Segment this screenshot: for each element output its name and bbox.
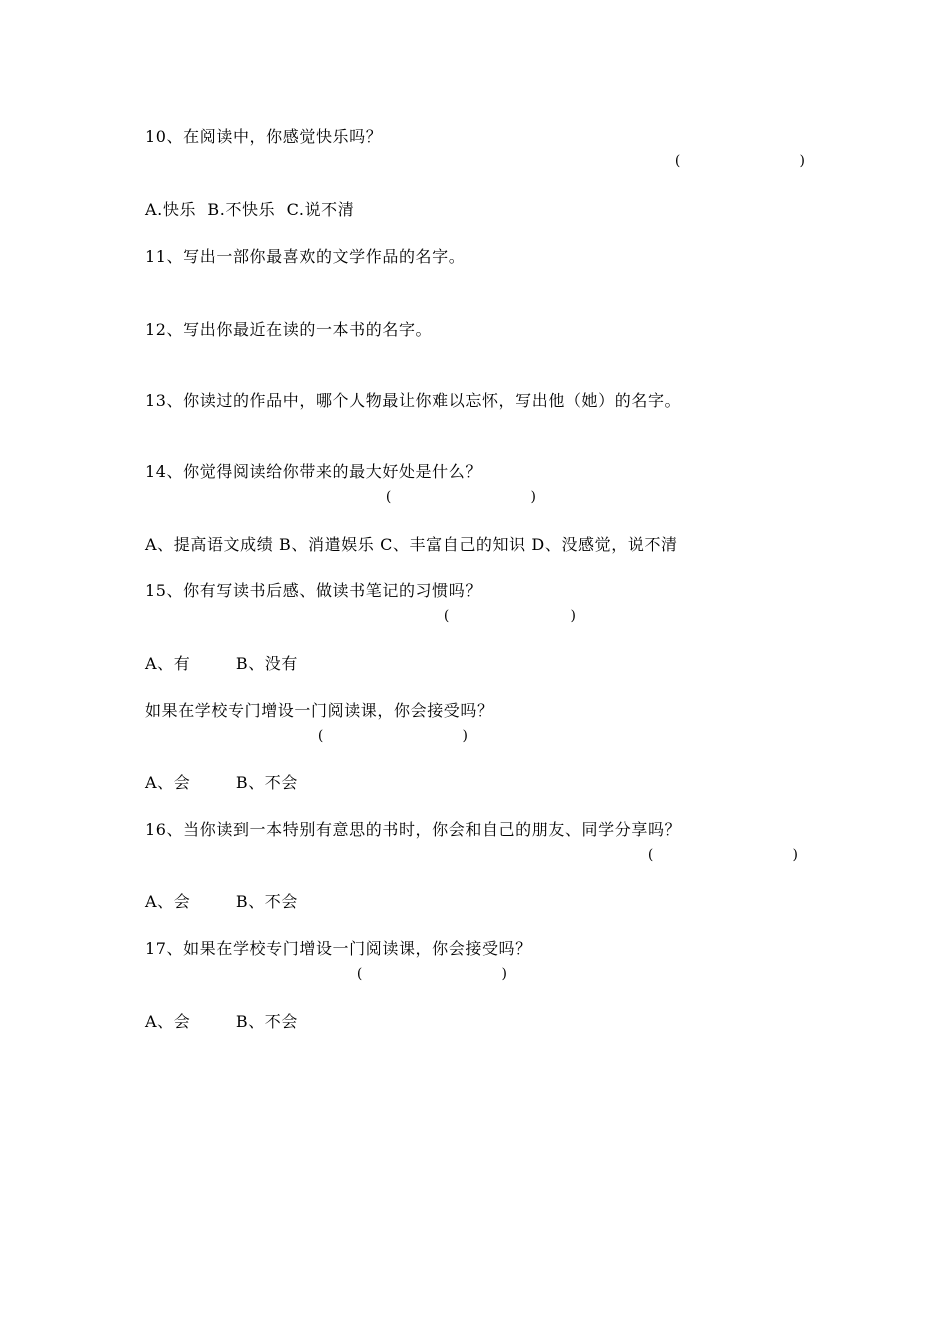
- question-unnumbered-text: 如果在学校专门增设一门阅读课，你会接受吗？: [145, 701, 494, 720]
- left-paren: (: [385, 489, 392, 505]
- left-paren: (: [674, 153, 681, 169]
- question-unnumbered-options: A、会 B、不会: [145, 773, 299, 792]
- question-15-options: A、有 B、没有: [145, 654, 299, 673]
- right-paren: ): [792, 847, 798, 863]
- question-14-text: 14、你觉得阅读给你带来的最大好处是什么？: [145, 462, 482, 481]
- question-17-options: A、会 B、不会: [145, 1012, 299, 1031]
- right-paren: ): [501, 966, 507, 982]
- question-10-options: A.快乐 B.不快乐 C.说不清: [145, 200, 355, 219]
- question-12-text: 12、写出你最近在读的一本书的名字。: [145, 320, 433, 339]
- question-11-text: 11、写出一部你最喜欢的文学作品的名字。: [145, 247, 466, 266]
- question-10-answer-blank[interactable]: [657, 151, 805, 231]
- question-13-text: 13、你读过的作品中，哪个人物最让你难以忘怀，写出他（她）的名字。: [145, 391, 682, 410]
- question-17-text: 17、如果在学校专门增设一门阅读课，你会接受吗？: [145, 939, 532, 958]
- right-paren: ): [530, 489, 536, 505]
- question-17-answer-blank[interactable]: [339, 964, 507, 1044]
- question-15-answer-blank[interactable]: [426, 606, 576, 686]
- left-paren: (: [317, 728, 324, 744]
- left-paren: (: [443, 608, 450, 624]
- question-14-options: A、提高语文成绩 B、消遣娱乐 C、丰富自己的知识 D、没感觉，说不清: [145, 535, 678, 554]
- question-15-text: 15、你有写读书后感、做读书笔记的习惯吗？: [145, 581, 482, 600]
- question-10-text: 10、在阅读中，你感觉快乐吗？: [145, 127, 383, 146]
- question-16-options: A、会 B、不会: [145, 892, 299, 911]
- question-16-answer-blank[interactable]: [630, 845, 798, 925]
- right-paren: ): [570, 608, 576, 624]
- question-16-text: 16、当你读到一本特别有意思的书时，你会和自己的朋友、同学分享吗？: [145, 820, 682, 839]
- right-paren: ): [799, 153, 805, 169]
- question-14-answer-blank[interactable]: [368, 487, 536, 567]
- left-paren: (: [647, 847, 654, 863]
- right-paren: ): [462, 728, 468, 744]
- left-paren: (: [356, 966, 363, 982]
- question-unnumbered-answer-blank[interactable]: [300, 726, 468, 806]
